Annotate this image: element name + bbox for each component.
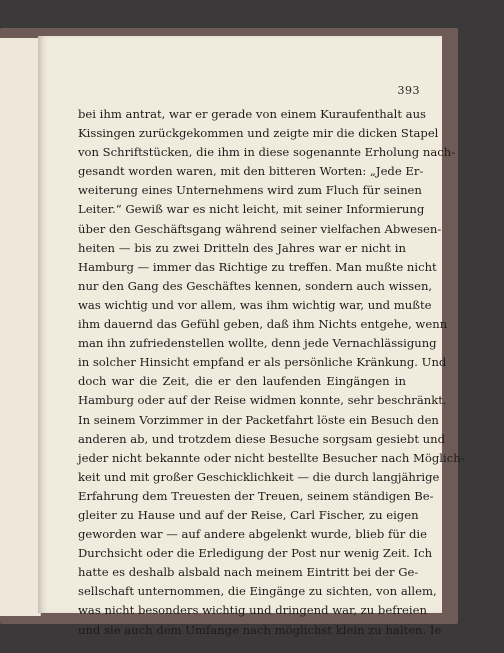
text-line: und sie auch dem Umfange nach möglichst klein zu halten. Ie (78, 622, 442, 637)
text-line: was wichtig und vor allem, was ihm wichtig war, und mußte (78, 297, 432, 312)
text-line: In seinem Vorzimmer in der Packetfahrt löste ein Besuch den (78, 412, 439, 427)
body-text (78, 105, 465, 640)
text-line: hatte es deshalb alsbald nach meinem Eintritt bei der Ge- (78, 565, 419, 580)
page-number: 393 (397, 84, 420, 97)
text-line: sellschaft unternommen, die Eingänge zu sichten, von allem, (78, 584, 437, 599)
text-line: jeder nicht bekannte oder nicht bestellte Besucher nach Möglich- (78, 450, 465, 465)
text-line: gesandt worden waren, mit den bitteren Worten: „Jede Er- (78, 164, 424, 179)
text-line: anderen ab, und trotzdem diese Besuche sorgsam gesiebt und (78, 431, 446, 446)
text-line: bei ihm antrat, war er gerade von einem Kuraufenthalt aus (78, 107, 426, 121)
text-line: was nicht besonders wichtig und dringend war, zu befreien (78, 603, 427, 618)
previous-page-edge (0, 38, 41, 616)
text-line: Durchsicht oder die Erledigung der Post nur wenig Zeit. Ich (78, 546, 433, 561)
text-line: ihm dauernd das Gefühl geben, daß ihm Nichts entgehe, wenn (78, 317, 448, 332)
text-line: gleiter zu Hause und auf der Reise, Carl Fischer, zu eigen (78, 507, 419, 522)
text-line: über den Geschäftsgang während seiner vielfachen Abwesen- (78, 221, 442, 236)
text-line: weiterung eines Unternehmens wird zum Fluch für seinen (78, 183, 422, 198)
text-line: doch war die Zeit, die er den laufenden Eingängen in (78, 374, 406, 389)
text-line: Hamburg — immer das Richtige zu treffen. Man mußte nicht (78, 259, 437, 274)
text-line: geworden war — auf andere abgelenkt wurde, blieb für die (78, 527, 428, 542)
text-line: Erfahrung dem Treuesten der Treuen, seinem ständigen Be- (78, 488, 434, 503)
text-line: Kissingen zurückgekommen und zeigte mir die dicken Stapel (78, 126, 439, 141)
text-line: von Schriftstücken, die ihm in diese sogenannte Erholung nach- (78, 145, 456, 160)
text-line: in solcher Hinsicht empfand er als persönliche Kränkung. Und (78, 355, 447, 370)
text-line: nur den Gang des Geschäftes kennen, sondern auch wissen, (78, 278, 433, 293)
text-line: heiten — bis zu zwei Dritteln des Jahres war er nicht in (78, 240, 406, 255)
text-line: Hamburg oder auf der Reise widmen konnte, sehr beschränkt. (78, 393, 447, 408)
text-line: Leiter.“ Gewiß war es nicht leicht, mit seiner Informierung (78, 202, 425, 217)
text-line: man ihn zufriedenstellen wollte, denn jede Vernachlässigung (78, 336, 437, 351)
book-page (38, 36, 465, 637)
text-line: keit und mit großer Geschicklichkeit — die durch langjährige (78, 469, 440, 484)
